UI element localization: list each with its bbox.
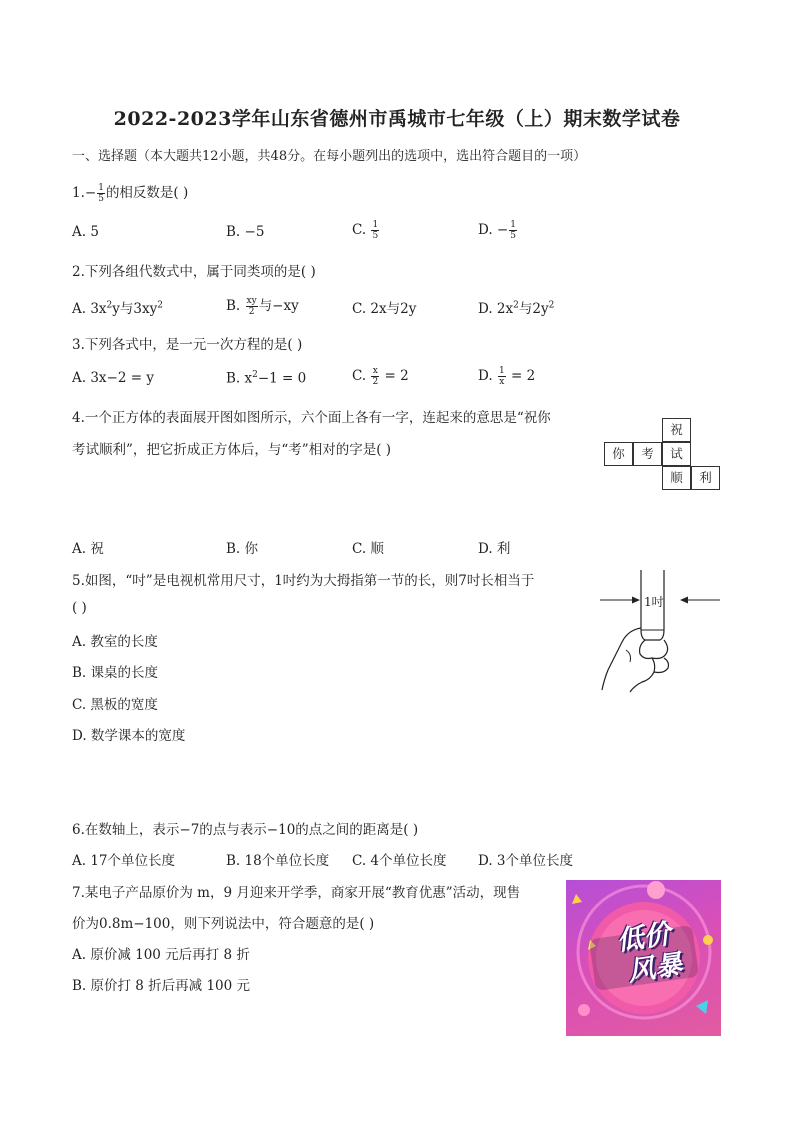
question-7-line1: 7.某电子产品原价为 m，9 月迎来开学季，商家开展“教育优惠”活动，现售 — [72, 885, 521, 901]
q7-option-b[interactable]: B. 原价打 8 折后再减 100 元 — [72, 978, 251, 994]
net-cell-kao: 考 — [633, 442, 662, 466]
net-cell-zhu: 祝 — [662, 418, 691, 442]
question-2: 2.下列各组代数式中，属于同类项的是( ) — [72, 264, 316, 280]
thumb-inch-figure — [598, 568, 722, 696]
q4-option-a[interactable]: A. 祝 — [72, 541, 104, 557]
net-cell-shi: 试 — [662, 442, 691, 466]
q3-option-a[interactable]: A. 3x−2 = y — [72, 370, 154, 386]
q6-option-c[interactable]: C. 4个单位长度 — [352, 853, 447, 869]
section-heading: 一、选择题（本大题共12小题，共48分。在每小题列出的选项中，选出符合题目的一项） — [72, 149, 587, 164]
question-5-line1: 5.如图，“吋”是电视机常用尺寸，1吋约为大拇指第一节的长，则7吋长相当于 — [72, 573, 535, 589]
q7-option-a[interactable]: A. 原价减 100 元后再打 8 折 — [72, 947, 250, 963]
net-cell-li: 利 — [691, 466, 720, 490]
question-1: 1.− $\frac{1}{5}$ 的相反数是( ) — [72, 183, 189, 204]
q1-option-b[interactable]: B. −5 — [226, 224, 265, 240]
net-cell-ni: 你 — [604, 442, 633, 466]
q3-option-c[interactable]: C. $\frac{x}{2}$ = 2 — [352, 366, 409, 387]
q2-option-a[interactable]: A. $3x^2y$与$3xy^2$ — [72, 300, 163, 317]
question-6: 6.在数轴上，表示−7的点与表示−10的点之间的距离是( ) — [72, 822, 419, 838]
q6-option-a[interactable]: A. 17个单位长度 — [72, 853, 176, 869]
figure-label-inch: 1吋 — [644, 595, 664, 609]
q4-option-c[interactable]: C. 顺 — [352, 541, 384, 557]
q5-option-d[interactable]: D. 数学课本的宽度 — [72, 728, 186, 744]
q2-option-d[interactable]: D. $2x^2$与$2y^2$ — [478, 300, 555, 317]
question-5-line2: ( ) — [72, 600, 87, 616]
promo-text: 低价 风暴 — [614, 918, 684, 988]
exam-title: 2022-2023学年山东省德州市禹城市七年级（上）期末数学试卷 — [113, 108, 681, 130]
q1-option-a[interactable]: A. 5 — [72, 224, 99, 240]
q4-option-b[interactable]: B. 你 — [226, 541, 259, 557]
q1-option-c[interactable]: C. $\frac{1}{5}$ — [352, 220, 379, 241]
q5-option-c[interactable]: C. 黑板的宽度 — [72, 697, 158, 713]
q3-option-d[interactable]: D. $\frac{1}{x}$ = 2 — [478, 366, 536, 387]
question-number: 1. — [72, 185, 85, 201]
q6-option-b[interactable]: B. 18个单位长度 — [226, 853, 330, 869]
fraction: $\frac{1}{5}$ — [98, 183, 104, 204]
question-7-line2: 价为0.8m−100，则下列说法中，符合题意的是( ) — [72, 916, 375, 932]
q5-option-a[interactable]: A. 教室的长度 — [72, 634, 158, 650]
question-4-line1: 4.一个正方体的表面展开图如图所示，六个面上各有一字，连起来的意思是“祝你 — [72, 410, 551, 426]
q5-option-b[interactable]: B. 课桌的长度 — [72, 665, 159, 681]
promo-image — [566, 880, 721, 1036]
question-3: 3.下列各式中，是一元一次方程的是( ) — [72, 337, 303, 353]
net-cell-shun: 顺 — [662, 466, 691, 490]
q2-option-b[interactable]: B. $\frac{xy}{2}$ 与−xy — [226, 296, 299, 317]
q6-option-d[interactable]: D. 3个单位长度 — [478, 853, 574, 869]
q1-option-d[interactable]: D. − $\frac{1}{5}$ — [478, 220, 516, 241]
question-4-line2: 考试顺利”，把它折成正方体后，与“考”相对的字是( ) — [72, 442, 392, 458]
q2-option-c[interactable]: C. 2x与2y — [352, 301, 417, 317]
q3-option-b[interactable]: B. $x^2-1 = 0$ — [226, 370, 307, 387]
q4-option-d[interactable]: D. 利 — [478, 541, 511, 557]
